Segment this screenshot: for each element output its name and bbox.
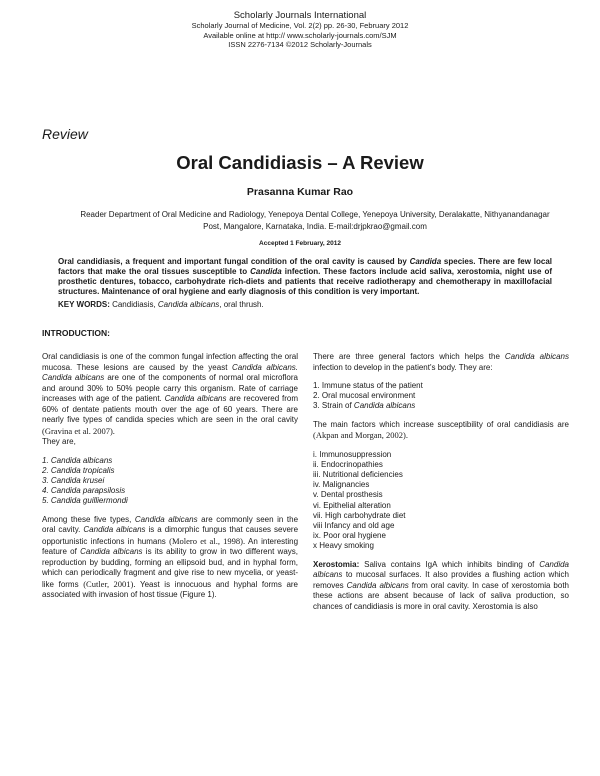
- list-item: viii Infancy and old age: [313, 521, 395, 531]
- issn-line: ISSN 2276-7134 ©2012 Scholarly-Journals: [228, 40, 372, 49]
- list-item: 2. Candida tropicalis: [42, 465, 115, 475]
- publisher-name: Scholarly Journals International: [233, 10, 367, 21]
- introduction-heading: INTRODUCTION:: [42, 328, 110, 338]
- list-item: x Heavy smoking: [313, 541, 374, 551]
- list-item: 1. Candida albicans: [42, 455, 113, 465]
- list-item: 2. Oral mucosal environment: [313, 391, 416, 401]
- list-item: 5. Candida guilliermondi: [42, 496, 128, 506]
- general-factors-intro: There are three general factors which helps the Candida albicans infection to develop in the patient's body. They are:: [313, 352, 569, 372]
- list-item: iii. Nutritional deficiencies: [313, 470, 403, 480]
- list-item: 3. Candida krusei: [42, 475, 105, 485]
- list-item: 3. Strain of Candida albicans: [313, 401, 416, 411]
- main-factors-list: [313, 450, 569, 552]
- article-type: Review: [42, 126, 88, 142]
- online-url: Available online at http:// www.scholarly-journals.com/SJM: [203, 30, 397, 40]
- intro-paragraph-1: Oral candidiasis is one of the common fungal infection affecting the oral mucosa. These lesions are caused by the yeast Candida albicans. Candida albicans are one of the components of normal oral microflora and around 30% to 50% people carry this organism. Rate of carriage increases with age of the patient. Candida albicans are recovered from 60% of dentate patients mouth over the age of 60 years. There are nearly five types of candida species which are seen in the oral cavity (Gravina et al. 2007). They are,: [42, 352, 298, 446]
- left-column: [42, 352, 298, 609]
- right-column: [313, 352, 569, 620]
- list-item: ix. Poor oral hygiene: [313, 531, 386, 541]
- author-affiliation: Reader Department of Oral Medicine and Radiology, Yenepoya Dental College, Yenepoya University, Deralakatte, Nithyanandanagar Post, Mangalore, Karnataka, India. E-mail:drjpkrao@gmail.com: [80, 210, 550, 231]
- journal-header: [0, 10, 600, 50]
- list-item: vi. Epithelial alteration: [313, 500, 391, 510]
- list-item: iv. Malignancies: [313, 480, 370, 490]
- intro-paragraph-2: Among these five types, Candida albicans are commonly seen in the oral cavity. Candida albicans is a dimorphic fungus that causes severe opportunistic infections in humans (Molero et al., 1998). An interesting feature of Candida albicans is its ability to grow in two different ways, reproduction by budding, forming an ellipsoid bud, and in hyphal form, which can periodically fragment and give rise to new mycelia, or yeast-like forms (Cutler, 2001). Yeast is innocuous and hyphal forms are associated with invasion of host tissue (Figure 1).: [42, 514, 299, 600]
- abstract: Oral candidiasis, a frequent and important fungal condition of the oral cavity is caused by Candida species. There are few local factors that make the oral tissues susceptible to Candida infection. These factors include acid saliva, xerostomia, night use of prosthetic dentures, tobacco, carbohydrate rich-diets and patients that receive radiotherapy and chemotherapy in maxillofacial structures. Maintenance of oral hygiene and early diagnosis of this condition is very important.: [58, 257, 553, 296]
- list-item: i. Immunosuppression: [313, 449, 392, 459]
- list-item: 4. Candida parapsilosis: [42, 486, 126, 496]
- keywords: KEY WORDS: Candidiasis, Candida albicans, oral thrush.: [58, 300, 264, 309]
- list-item: 1. Immune status of the patient: [313, 381, 423, 390]
- main-factors-intro: The main factors which increase susceptibility of oral candidiasis are (Akpan and Morgan, 2002).: [313, 419, 569, 441]
- accepted-date: Accepted 1 February, 2012: [259, 240, 341, 247]
- author-name: Prasanna Kumar Rao: [246, 186, 354, 198]
- xerostomia-paragraph: Xerostomia: Saliva contains IgA which inhibits binding of Candida albicans to mucosal surfaces. It also provides a flushing action which removes Candida albicans from oral cavity. In case of xerostomia both these actions are absent because of lack of saliva production, so chances of candidiasis is more in oral cavity. Xerostomia is also: [313, 559, 569, 611]
- candida-species-list: [42, 456, 298, 507]
- general-factors-list: [313, 381, 569, 412]
- article-title: Oral Candidiasis – A Review: [176, 152, 424, 173]
- list-item: ii. Endocrinopathies: [313, 459, 383, 469]
- list-item: v. Dental prosthesis: [313, 490, 383, 500]
- list-item: vii. High carbohydrate diet: [313, 510, 406, 520]
- journal-citation: Scholarly Journal of Medicine, Vol. 2(2) pp. 26-30, February 2012: [191, 21, 409, 30]
